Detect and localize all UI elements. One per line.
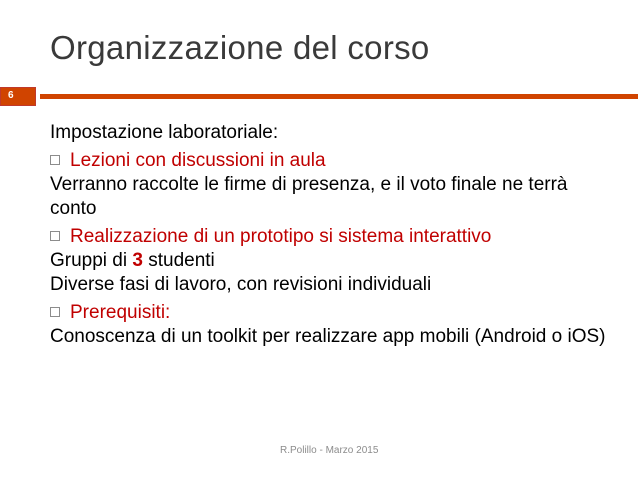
slide-body <box>50 121 610 349</box>
title-divider <box>40 94 638 99</box>
bullet-prerequisiti-label: Prerequisiti: <box>70 302 171 323</box>
prerequisiti-detail: Conoscenza di un toolkit per realizzare app mobili (Android o iOS) <box>50 326 606 347</box>
bullet-lezioni-label: Lezioni con discussioni in aula <box>70 150 326 171</box>
gruppi-detail <box>50 249 610 273</box>
fasi-detail: Diverse fasi di lavoro, con revisioni individuali <box>50 274 432 295</box>
square-bullet-icon <box>50 231 60 241</box>
slide-number: 6 <box>8 90 14 101</box>
square-bullet-icon <box>50 307 60 317</box>
intro-text: Impostazione laboratoriale: <box>50 122 279 143</box>
square-bullet-icon <box>50 155 60 165</box>
lezioni-detail: Verranno raccolte le firme di presenza, e il voto finale ne terrà conto <box>50 174 568 219</box>
slide-footer: R.Polillo - Marzo 2015 <box>280 445 379 456</box>
slide-title: Organizzazione del corso <box>50 29 430 66</box>
bullet-lezioni <box>50 149 610 173</box>
gruppi-count: 3 <box>132 250 143 271</box>
bullet-prototipo <box>50 225 610 249</box>
gruppi-suffix: studenti <box>142 250 215 271</box>
bullet-prerequisiti <box>50 301 610 325</box>
bullet-prototipo-label: Realizzazione di un prototipo si sistema interattivo <box>70 226 492 247</box>
slide-number-box <box>0 87 36 106</box>
gruppi-prefix: Gruppi di <box>50 250 133 271</box>
